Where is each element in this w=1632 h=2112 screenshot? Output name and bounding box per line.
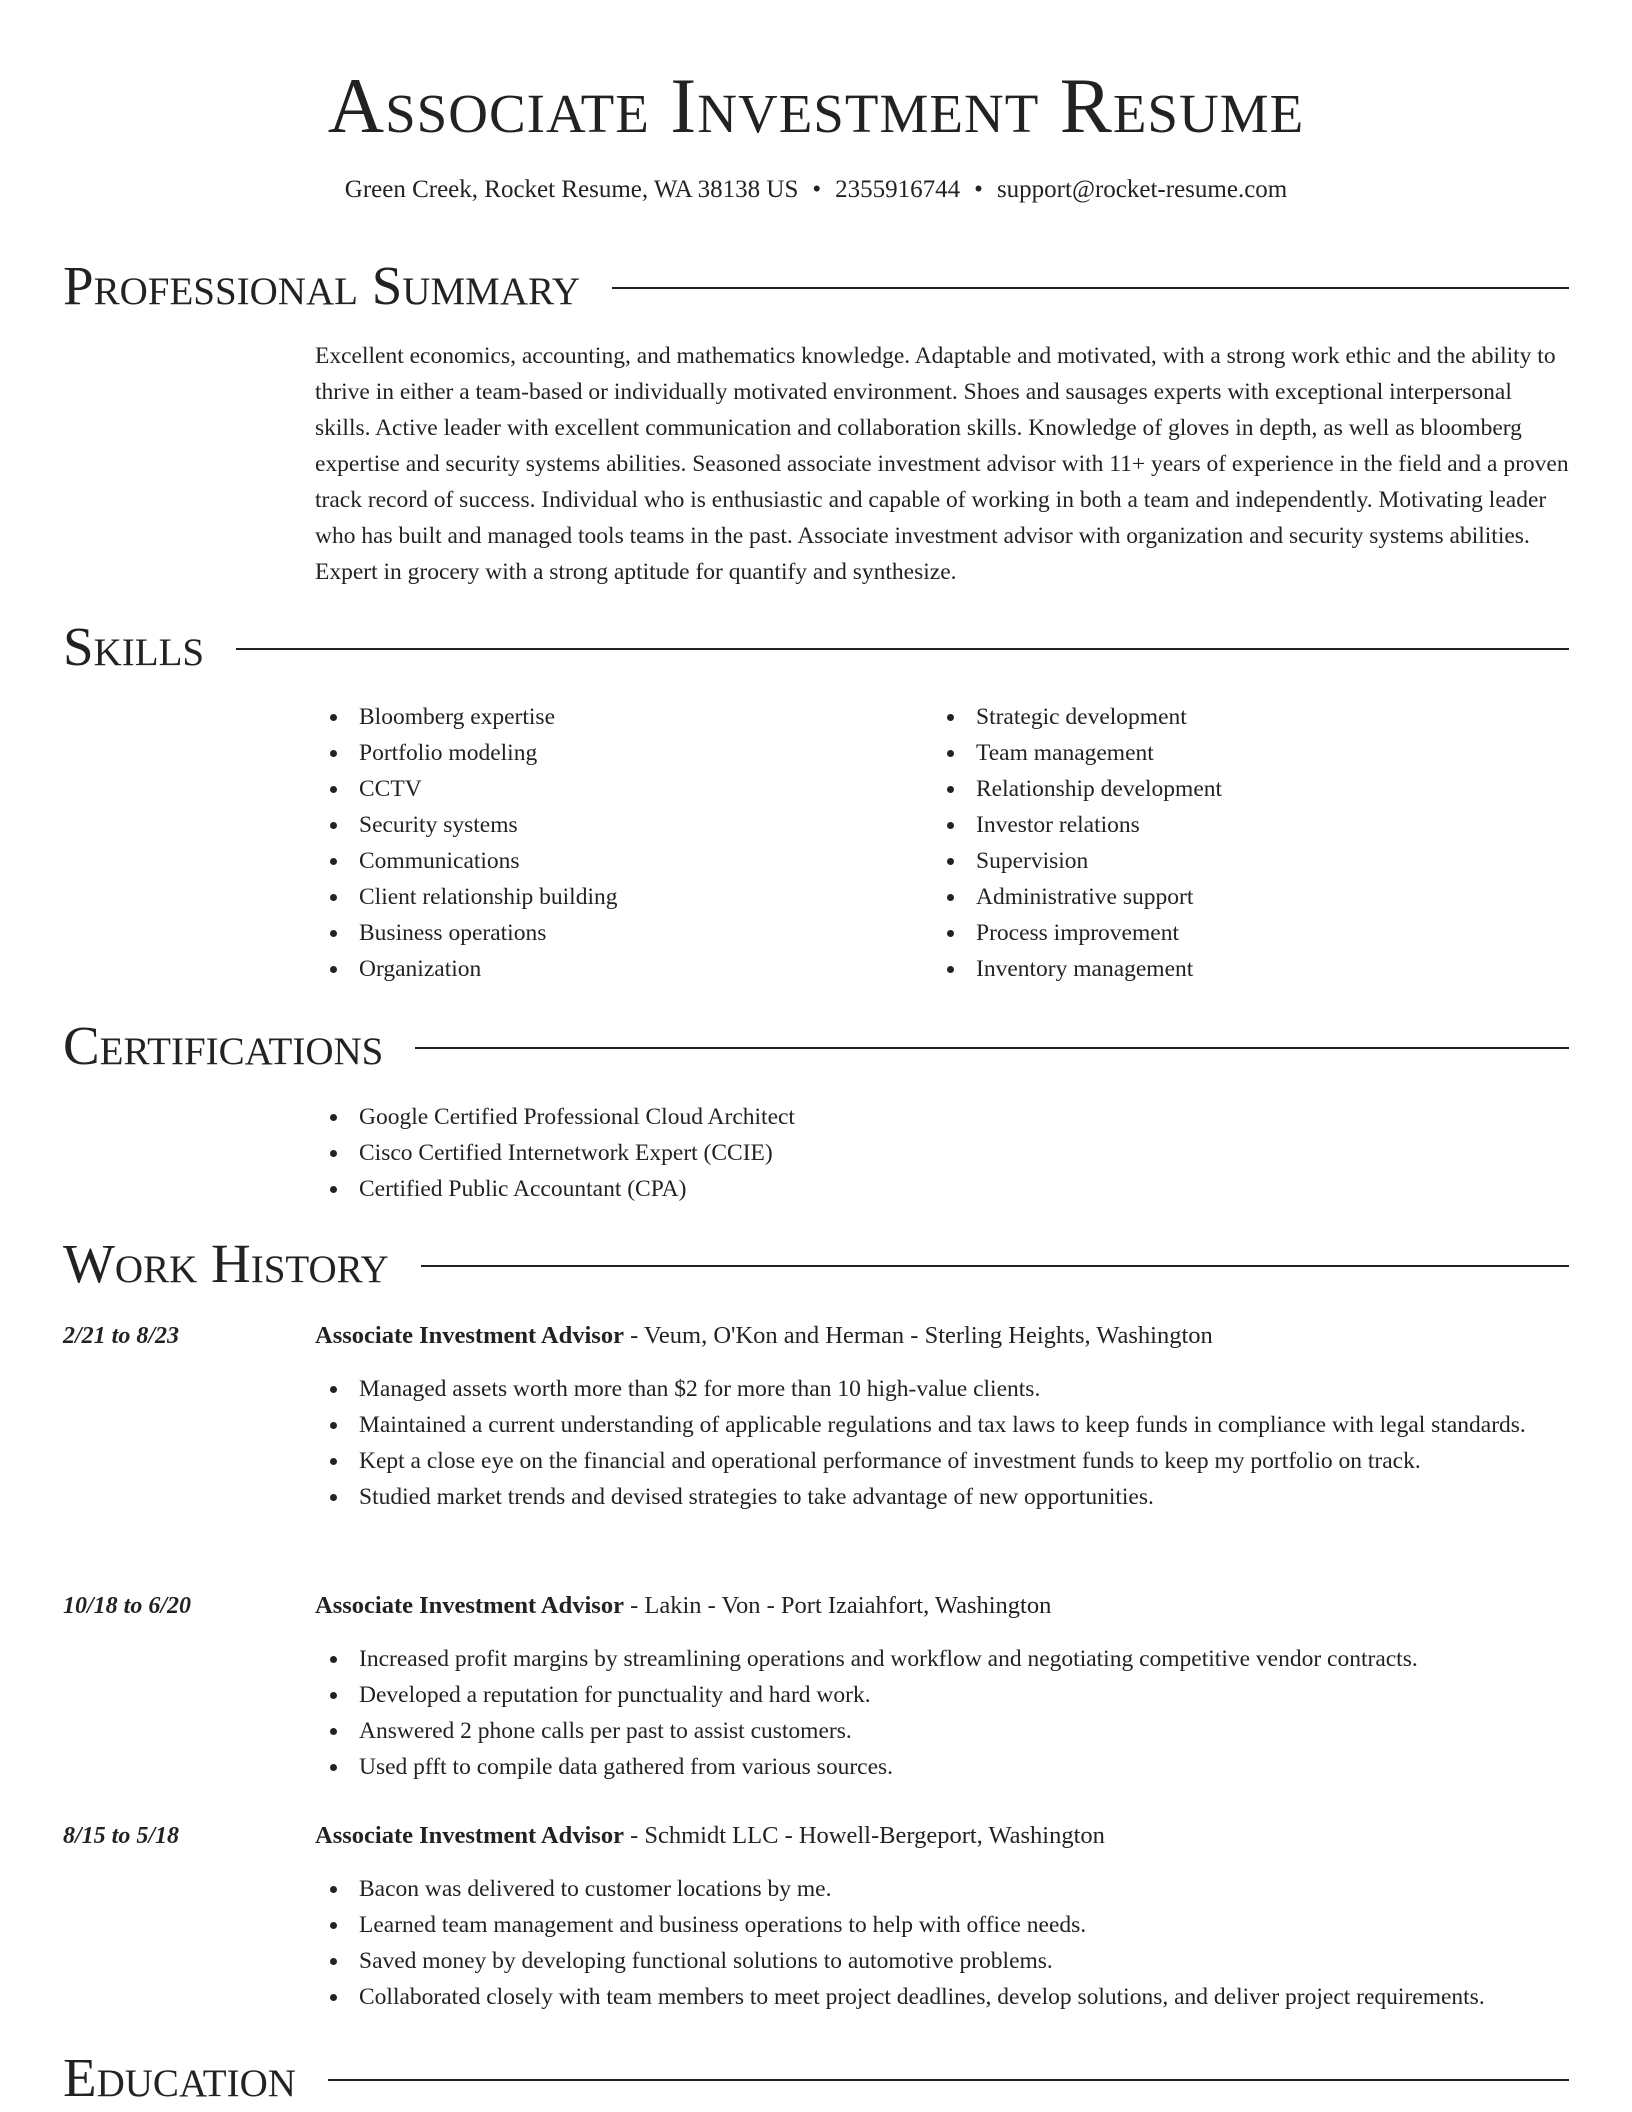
skill-item: CCTV <box>315 771 915 807</box>
job-bullet: Answered 2 phone calls per past to assist customers. <box>315 1713 1569 1749</box>
job-dates: 10/18 to 6/20 <box>63 1593 192 1619</box>
contact-address: Green Creek, Rocket Resume, WA 38138 US <box>344 176 799 203</box>
certification-item: Cisco Certified Internetwork Expert (CCIE) <box>315 1135 1515 1171</box>
skills-list <box>315 699 915 987</box>
certifications-block <box>315 1099 1515 1207</box>
job-entry <box>63 1588 1569 1788</box>
skill-item: Bloomberg expertise <box>315 699 915 735</box>
skill-item: Team management <box>932 735 1532 771</box>
section-divider <box>236 648 1569 650</box>
section-title-certifications: Certifications <box>63 1015 384 1076</box>
job-entry <box>63 1318 1569 1558</box>
job-heading <box>315 1318 1569 1354</box>
job-bullet: Increased profit margins by streamlining operations and workflow and negotiating competitive vendor contracts. <box>315 1641 1569 1677</box>
job-dates: 8/15 to 5/18 <box>63 1823 180 1849</box>
skills-column-right <box>932 699 1532 987</box>
job-dates: 2/21 to 8/23 <box>63 1323 180 1349</box>
section-divider <box>415 1047 1569 1049</box>
job-bullet: Managed assets worth more than $2 for more than 10 high-value clients. <box>315 1371 1569 1407</box>
skill-item: Communications <box>315 843 915 879</box>
resume-title: Associate Investment Resume <box>327 62 1305 149</box>
section-header-summary <box>63 253 1569 319</box>
job-bullets <box>315 1641 1569 1785</box>
job-role: Associate Investment Advisor <box>315 1592 624 1619</box>
job-heading <box>315 1818 1569 1854</box>
contact-phone: 2355916744 <box>835 176 961 203</box>
skills-column-left <box>315 699 915 987</box>
section-divider <box>612 287 1569 289</box>
job-bullet: Collaborated closely with team members to meet project deadlines, develop solutions, and deliver project requirements. <box>315 1979 1569 2015</box>
section-header-work-history <box>63 1231 1569 1297</box>
skill-item: Organization <box>315 951 915 987</box>
job-details: - Schmidt LLC - Howell-Bergeport, Washington <box>623 1822 1105 1849</box>
section-title-work-history: Work History <box>63 1233 389 1294</box>
job-details: - Veum, O'Kon and Herman - Sterling Heights, Washington <box>623 1322 1213 1349</box>
certification-item: Certified Public Accountant (CPA) <box>315 1171 1515 1207</box>
section-divider <box>421 1265 1569 1267</box>
job-role: Associate Investment Advisor <box>315 1322 624 1349</box>
job-bullet: Kept a close eye on the financial and operational performance of investment funds to keep my portfolio on track. <box>315 1443 1569 1479</box>
skill-item: Business operations <box>315 915 915 951</box>
skill-item: Supervision <box>932 843 1532 879</box>
job-role: Associate Investment Advisor <box>315 1822 624 1849</box>
job-bullet: Learned team management and business operations to help with office needs. <box>315 1907 1569 1943</box>
skill-item: Relationship development <box>932 771 1532 807</box>
contact-separator: • <box>974 176 983 203</box>
skill-item: Portfolio modeling <box>315 735 915 771</box>
job-bullet: Studied market trends and devised strategies to take advantage of new opportunities. <box>315 1479 1569 1515</box>
section-divider <box>328 2079 1569 2081</box>
contact-separator: • <box>812 176 822 203</box>
job-bullets <box>315 1371 1569 1515</box>
job-heading <box>315 1588 1569 1624</box>
job-entry <box>63 1818 1569 2018</box>
section-header-certifications <box>63 1013 1569 1079</box>
section-title-skills: Skills <box>63 616 205 677</box>
contact-email: support@rocket-resume.com <box>996 176 1288 203</box>
skill-item: Administrative support <box>932 879 1532 915</box>
section-title-education: Education <box>63 2047 296 2108</box>
skill-item: Investor relations <box>932 807 1532 843</box>
skill-item: Security systems <box>315 807 915 843</box>
section-header-skills <box>63 614 1569 680</box>
skills-list <box>932 699 1532 987</box>
skill-item: Strategic development <box>932 699 1532 735</box>
section-header-education <box>63 2045 1569 2111</box>
section-title-summary: Professional Summary <box>63 255 581 316</box>
skill-item: Process improvement <box>932 915 1532 951</box>
certifications-list <box>315 1099 1515 1207</box>
skill-item: Inventory management <box>932 951 1532 987</box>
skill-item: Client relationship building <box>315 879 915 915</box>
summary-paragraph: Excellent economics, accounting, and mathematics knowledge. Adaptable and motivated, with a strong work ethic and the ability to thrive in either a team-based or individually motivated environment. Shoes and sausages experts with exceptional interpersonal skills. Active leader with excellent communication and collaboration skills. Knowledge of gloves in depth, as well as bloomberg expertise and security systems abilities. Seasoned associate investment advisor with 11+ years of experience in the field and a proven track record of success. Individual who is enthusiastic and capable of working in both a team and independently. Motivating leader who has built and managed tools teams in the past. Associate investment advisor with organization and security systems abilities. Expert in grocery with a strong aptitude for quantify and synthesize. <box>315 343 1569 585</box>
job-bullet: Bacon was delivered to customer locations by me. <box>315 1871 1569 1907</box>
job-bullets <box>315 1871 1569 2015</box>
job-bullet: Developed a reputation for punctuality and hard work. <box>315 1677 1569 1713</box>
job-details: - Lakin - Von - Port Izaiahfort, Washington <box>623 1592 1052 1619</box>
certification-item: Google Certified Professional Cloud Architect <box>315 1099 1515 1135</box>
job-bullet: Saved money by developing functional solutions to automotive problems. <box>315 1943 1569 1979</box>
job-bullet: Used pfft to compile data gathered from various sources. <box>315 1749 1569 1785</box>
contact-line <box>0 172 1632 208</box>
job-bullet: Maintained a current understanding of applicable regulations and tax laws to keep funds in compliance with legal standards. <box>315 1407 1569 1443</box>
